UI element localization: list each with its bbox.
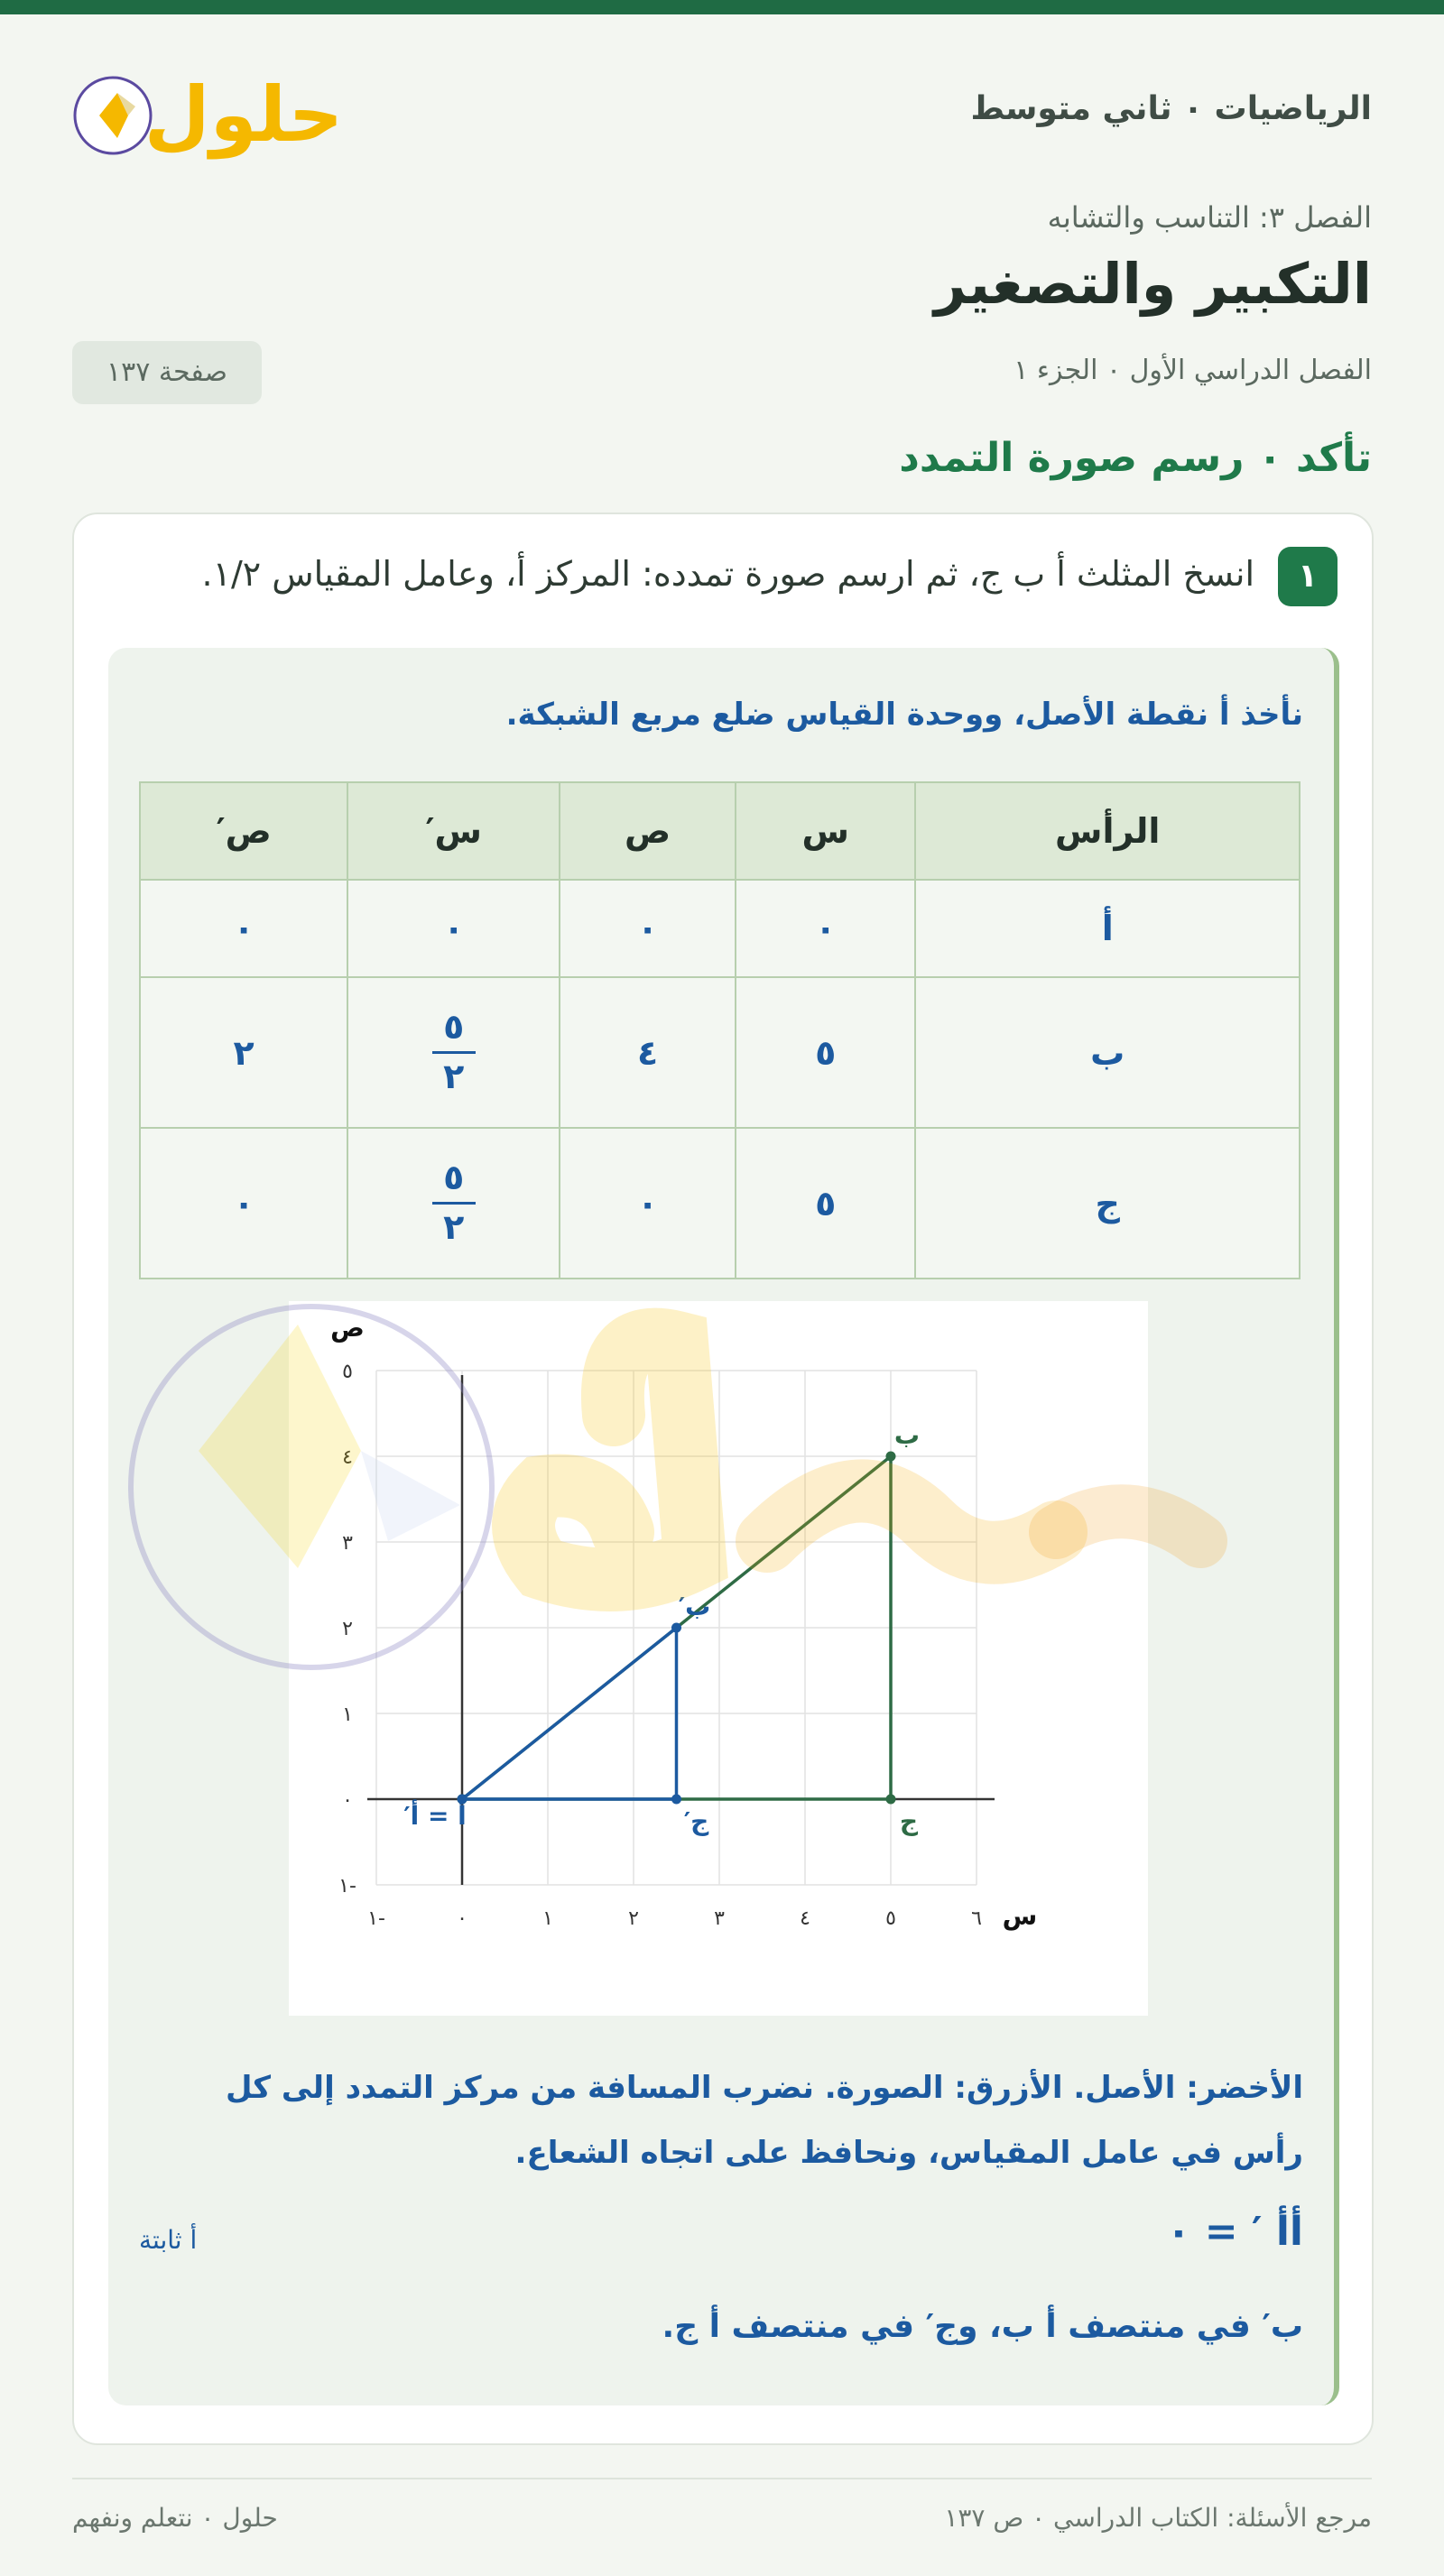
original-vertex-point <box>886 1795 896 1805</box>
semester-label: الفصل الدراسي الأول ٠ الجزء ١ <box>1014 355 1372 386</box>
logo-text: حلول <box>143 70 343 159</box>
top-accent-bar <box>0 0 1444 14</box>
table-header-row <box>140 782 1300 880</box>
cell-y: ٤ <box>560 977 736 1128</box>
y-tick-label: ٥ <box>342 1361 353 1383</box>
table-row <box>140 880 1300 977</box>
fraction-bar <box>432 1202 476 1205</box>
cell-x-prime <box>347 1128 560 1279</box>
y-tick-label: ١- <box>338 1875 356 1897</box>
y-tick-label: ٢ <box>342 1618 353 1640</box>
page-header <box>72 52 1372 179</box>
cell-x-prime <box>347 977 560 1128</box>
cell-y-prime: ٠ <box>140 1128 347 1279</box>
image-vertex-point <box>671 1623 681 1633</box>
table-row <box>140 977 1300 1128</box>
coordinates-table <box>139 781 1301 1279</box>
cell-y-prime: ٢ <box>140 977 347 1128</box>
cell-y: ٠ <box>560 1128 736 1279</box>
original-vertex-point <box>886 1452 896 1462</box>
question-number-badge: ١ <box>1278 547 1338 606</box>
hulul-logo[interactable] <box>72 52 343 170</box>
fraction-bar <box>432 1051 476 1054</box>
midpoints-text: ب′ في منتصف أ ب، وج′ في منتصف أ ج. <box>662 2308 1303 2345</box>
question-text: انسخ المثلث أ ب ج، ثم ارسم صورة تمدده: المركز أ، وعامل المقياس ١/٢. <box>201 554 1254 594</box>
equation-text: أأ ′ = ٠ <box>1166 2209 1303 2255</box>
x-tick-label: ١ <box>542 1907 553 1930</box>
vertex-label: ب′ <box>678 1592 711 1621</box>
table-row <box>140 1128 1300 1279</box>
footer-brand: حلول ٠ نتعلم ونفهم <box>72 2503 278 2533</box>
header-y-prime: ص′ <box>140 782 347 880</box>
cell-vertex: ب <box>915 977 1300 1128</box>
x-tick-label: ٣ <box>714 1907 725 1930</box>
x-tick-label: ١- <box>367 1907 385 1930</box>
fraction-numerator: ٥ <box>443 1007 465 1048</box>
image-vertex-point <box>671 1795 681 1805</box>
subject-label: الرياضيات ٠ ثاني متوسط <box>970 90 1372 127</box>
question-card <box>72 512 1374 2445</box>
y-axis-label: ص <box>330 1313 365 1343</box>
cell-vertex: أ <box>915 880 1300 977</box>
header-x-prime: س′ <box>347 782 560 880</box>
header-vertex: الرأس <box>915 782 1300 880</box>
fraction-denominator: ٢ <box>443 1207 465 1247</box>
x-tick-label: ٦ <box>971 1907 982 1930</box>
x-axis-label: س <box>1002 1901 1038 1931</box>
section-title: تأكد ٠ رسم صورة التمدد <box>899 435 1372 481</box>
lesson-title: التكبير والتصغير <box>933 251 1372 317</box>
y-tick-label: ٣ <box>342 1532 353 1555</box>
cell-x: ٠ <box>736 880 915 977</box>
fixed-point-note: أ ثابتة <box>139 2225 198 2255</box>
dilation-plot <box>289 1301 1148 2016</box>
cell-vertex: ج <box>915 1128 1300 1279</box>
x-tick-label: ٠ <box>457 1907 467 1930</box>
vertex-label: ب <box>893 1420 921 1450</box>
coordinate-graph-panel <box>289 1301 1148 2016</box>
answer-panel <box>108 648 1339 2405</box>
fraction-denominator: ٢ <box>443 1057 465 1096</box>
answer-intro: نأخذ أ نقطة الأصل، ووحدة القياس ضلع مربع الشبكة. <box>505 697 1303 733</box>
cell-x: ٥ <box>736 1128 915 1279</box>
header-y: ص <box>560 782 736 880</box>
x-tick-label: ٤ <box>800 1907 810 1930</box>
chapter-label: الفصل ٣: التناسب والتشابه <box>1047 200 1372 235</box>
fraction <box>432 1159 476 1247</box>
page-number-badge: صفحة ١٣٧ <box>72 341 262 404</box>
x-tick-label: ٢ <box>628 1907 639 1930</box>
footer-divider <box>72 2478 1372 2479</box>
x-tick-label: ٥ <box>885 1907 896 1930</box>
header-x: س <box>736 782 915 880</box>
explanation-text: الأخضر: الأصل. الأزرق: الصورة. نضرب المسافة من مركز التمدد إلى كل رأس في عامل المقياس، ونحافظ على اتجاه الشعاع. <box>225 2070 1303 2171</box>
cell-y-prime: ٠ <box>140 880 347 977</box>
cell-x-prime: ٠ <box>347 880 560 977</box>
fraction <box>432 1008 476 1096</box>
y-tick-label: ١ <box>342 1703 353 1726</box>
vertex-label: ج <box>899 1806 919 1836</box>
y-tick-label: ٤ <box>342 1446 353 1469</box>
y-tick-label: ٠ <box>342 1789 353 1812</box>
vertex-label: ج′ <box>683 1806 709 1836</box>
cell-y: ٠ <box>560 880 736 977</box>
fraction-numerator: ٥ <box>443 1158 465 1198</box>
vertex-label: أ = أ′ <box>403 1801 467 1831</box>
footer-source: مرجع الأسئلة: الكتاب الدراسي ٠ ص ١٣٧ <box>944 2503 1372 2533</box>
cell-x: ٥ <box>736 977 915 1128</box>
